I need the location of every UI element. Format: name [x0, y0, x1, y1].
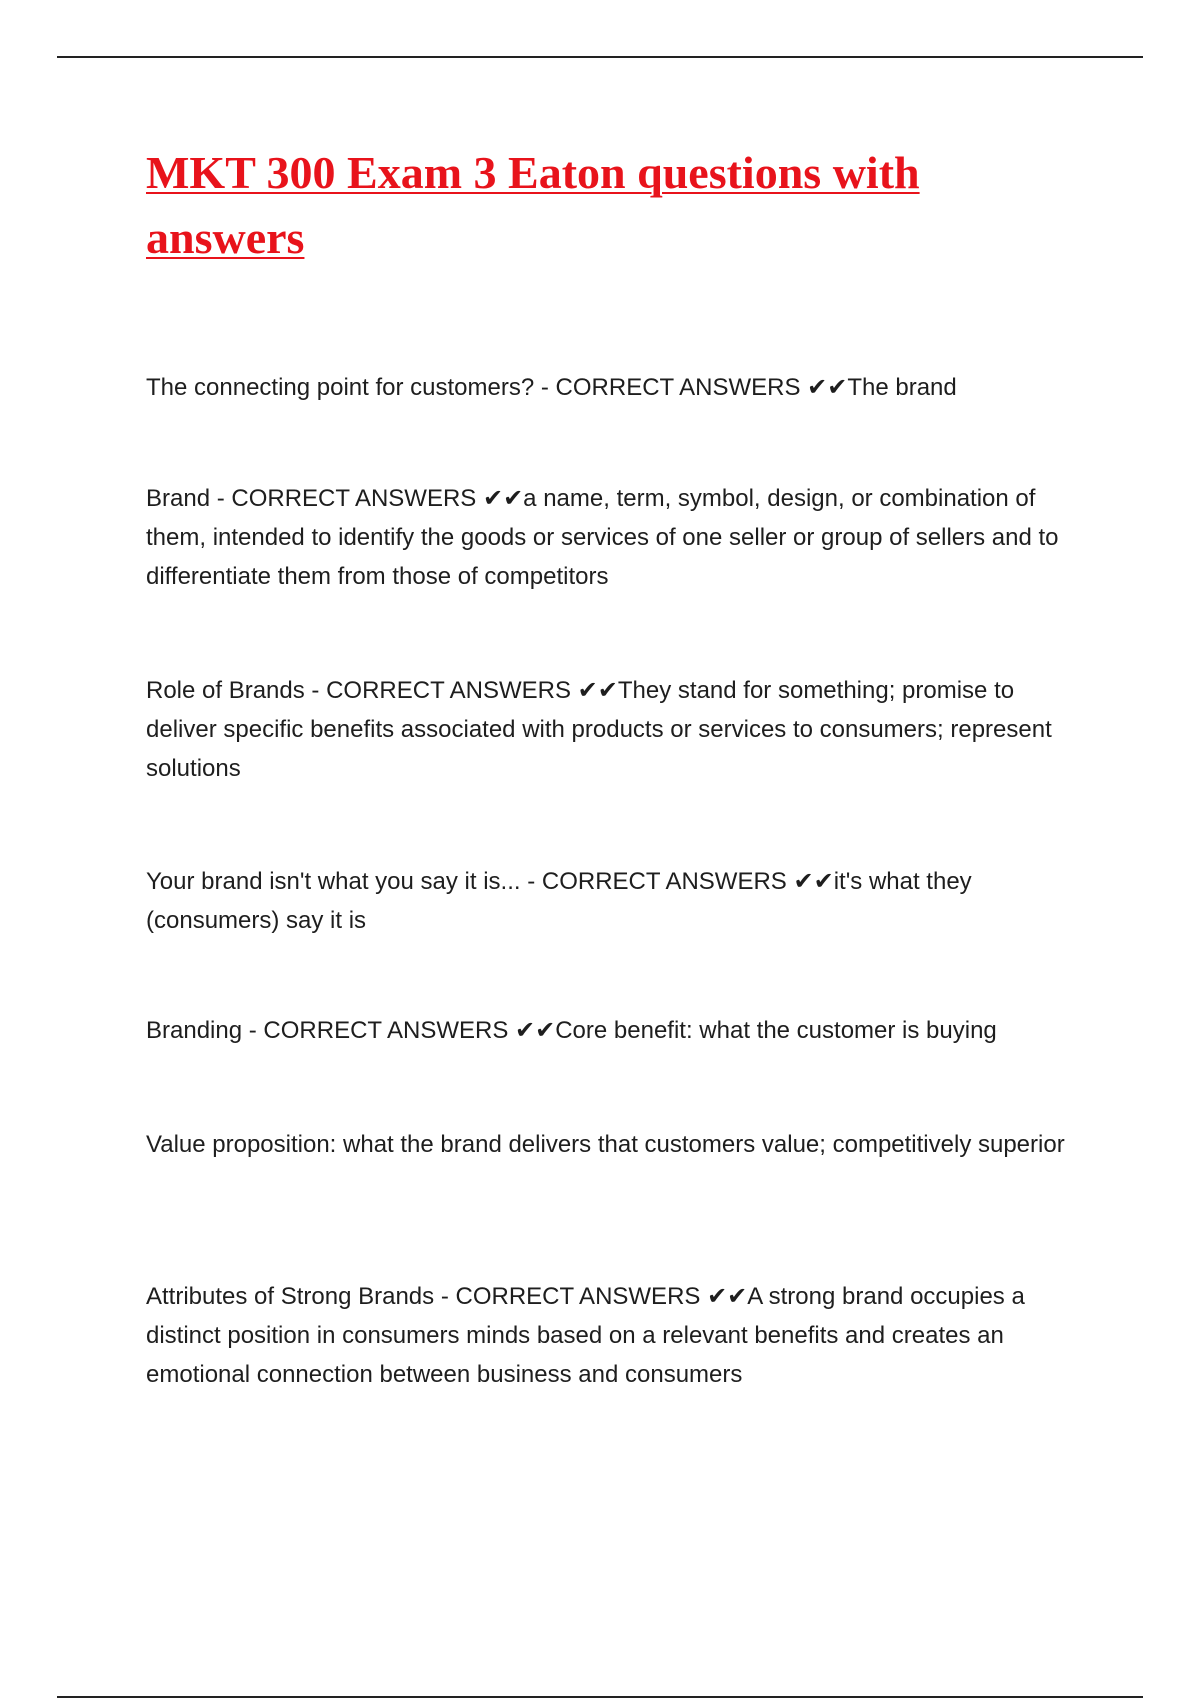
document-title: MKT 300 Exam 3 Eaton questions with answers: [146, 147, 920, 263]
qa-entry: Attributes of Strong Brands - CORRECT ANSWERS ✔✔A strong brand occupies a distinct position in consumers minds based on a relevant benefits and creates an emotional connection between business and consumers: [146, 1283, 1025, 1388]
bottom-divider: [57, 1696, 1143, 1698]
qa-entry: The connecting point for customers? - CORRECT ANSWERS ✔✔The brand: [146, 374, 957, 401]
top-divider: [57, 56, 1143, 58]
qa-entry: Value proposition: what the brand delivers that customers value; competitively superior: [146, 1131, 1065, 1158]
qa-entry: Your brand isn't what you say it is... - CORRECT ANSWERS ✔✔it's what they (consumers) say it is: [146, 868, 972, 934]
qa-entry: Role of Brands - CORRECT ANSWERS ✔✔They stand for something; promise to deliver specific benefits associated with products or services to consumers; represent solutions: [146, 677, 1052, 782]
qa-entry: Brand - CORRECT ANSWERS ✔✔a name, term, symbol, design, or combination of them, intended to identify the goods or services of one seller or group of sellers and to differentiate them from those of competitors: [146, 485, 1059, 590]
qa-entry: Branding - CORRECT ANSWERS ✔✔Core benefit: what the customer is buying: [146, 1017, 997, 1044]
